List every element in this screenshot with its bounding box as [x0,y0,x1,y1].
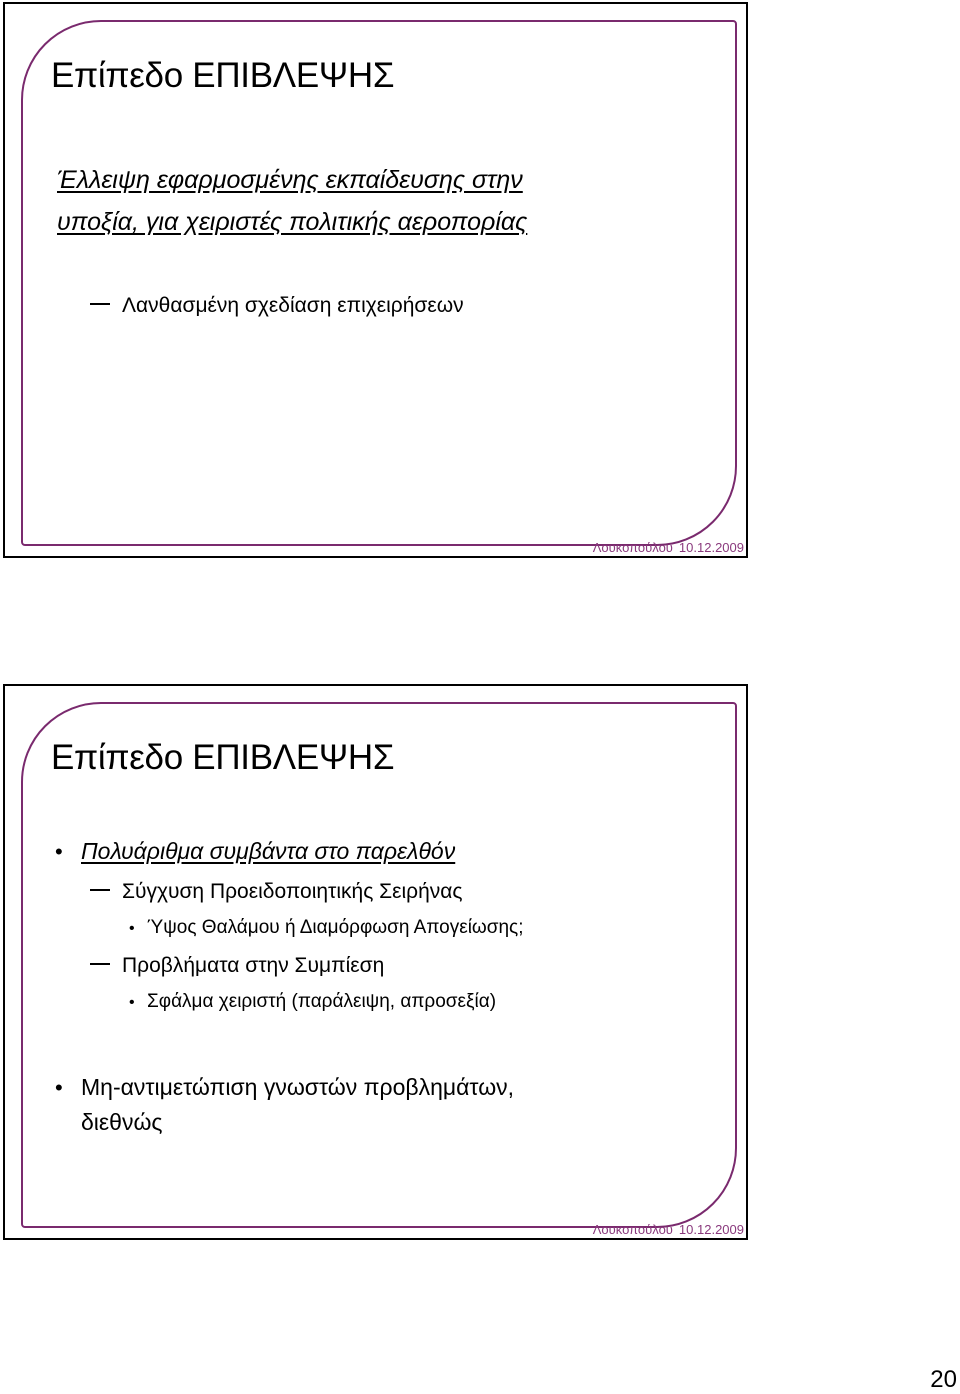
slide-2-bullet-2-line-1: Μη-αντιμετώπιση γνωστών προβλημάτων, [81,1074,515,1100]
slide-1-heading-line-2: υποξία, για χειριστές πολιτικής αεροπορίας [57,208,528,236]
slide-2-footer-date: 10.12.2009 [678,1222,744,1237]
slide-1-heading-line-1: Έλλειψη εφαρμοσμένης εκπαίδευσης στην [57,166,523,194]
slide-1-dash-item-text: Λανθασμένη σχεδίαση επιχειρήσεων [122,294,464,317]
slide-2-sub-2-text: Σφάλμα χειριστή (παράλειψη, απροσεξία) [147,991,497,1012]
slide-2-bullet-1 [55,838,455,865]
slide-2-footer-author: Λουκοπούλου [592,1222,673,1237]
page-number: 20 [930,1366,957,1393]
slide-2-sub-1-text: Ύψος Θαλάμου ή Διαμόρφωση Απογείωσης; [147,917,524,938]
slide-2-title: Επίπεδο ΕΠΙΒΛΕΨΗΣ [51,738,395,777]
slide-2-dash-2 [90,954,384,978]
slide-2-dash-1 [90,880,463,904]
dash-marker [90,294,110,318]
dash-marker [90,954,110,978]
slide-2-sub-2 [129,991,496,1013]
slide-1-dash-item [90,294,464,318]
slide-1 [3,2,748,558]
slide-1-footer [593,540,744,555]
bullet-marker [129,991,147,1013]
slide-2-dash-2-text: Προβλήματα στην Συμπίεση [122,954,385,977]
slide-1-footer-date: 10.12.2009 [678,540,744,555]
bullet-marker [55,838,81,865]
slide-2-bullet-2 [55,1070,514,1139]
slide-2-bullet-2-line-2: διεθνώς [81,1109,163,1135]
bullet-marker [129,917,147,939]
dash-marker [90,880,110,904]
slide-2-sub-1 [129,917,523,939]
slide-1-heading [57,159,697,243]
slide-2-footer [593,1222,744,1237]
slide-2-dash-1-text: Σύγχυση Προειδοποιητικής Σειρήνας [122,880,463,903]
slide-2 [3,684,748,1240]
slide-1-title: Επίπεδο ΕΠΙΒΛΕΨΗΣ [51,56,395,95]
bullet-marker [55,1070,81,1105]
slide-1-frame [21,20,737,546]
slide-1-footer-author: Λουκοπούλου [592,540,673,555]
slide-2-bullet-1-text: Πολυάριθμα συμβάντα στο παρελθόν [81,838,456,864]
